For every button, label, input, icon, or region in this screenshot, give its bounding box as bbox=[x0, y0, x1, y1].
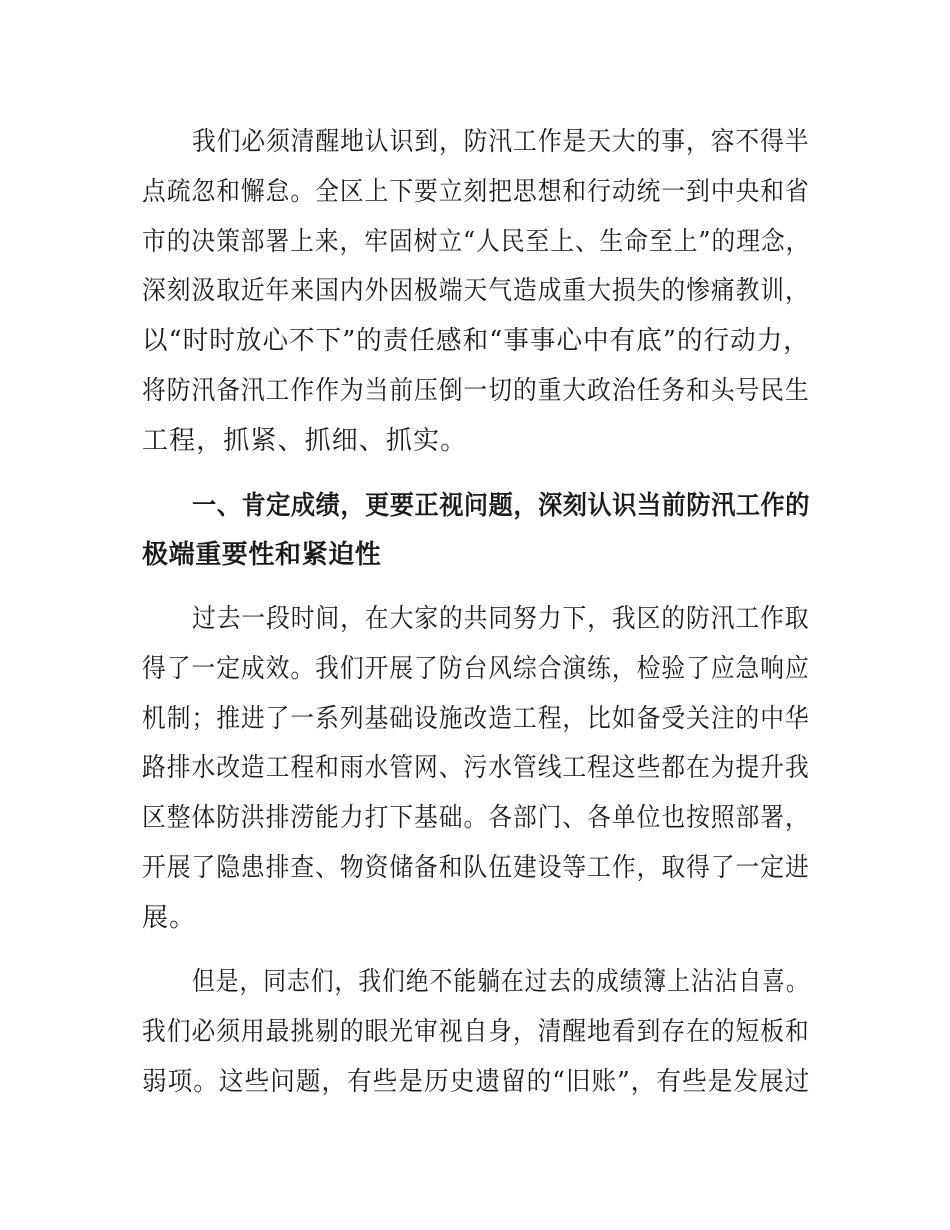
paragraph-line: 深刻汲取近年来国内外因极端天气造成重大损失的惨痛教训， bbox=[142, 276, 810, 306]
paragraph-line: 展。 bbox=[142, 903, 197, 933]
paragraph-line: 开展了隐患排查、物资储备和队伍建设等工作，取得了一定进 bbox=[142, 853, 810, 883]
paragraph-line: 路排水改造工程和雨水管网、污水管线工程这些都在为提升我 bbox=[142, 753, 810, 783]
paragraph-line: 弱项。这些问题，有些是历史遗留的“旧账”，有些是发展过 bbox=[142, 1067, 811, 1097]
paragraph-line: 区整体防洪排涝能力打下基础。各部门、各单位也按照部署， bbox=[142, 803, 810, 833]
paragraph-line: 但是，同志们，我们绝不能躺在过去的成绩簿上沾沾自喜。 bbox=[192, 967, 810, 997]
heading-line: 一、肯定成绩，更要正视问题，深刻认识当前防汛工作的 bbox=[192, 491, 810, 521]
paragraph-line: 我们必须用最挑剔的眼光审视自身，清醒地看到存在的短板和 bbox=[142, 1017, 810, 1047]
paragraph-line: 机制；推进了一系列基础设施改造工程，比如备受关注的中华 bbox=[142, 704, 810, 734]
paragraph-line: 以“时时放心不下”的责任感和“事事心中有底”的行动力， bbox=[142, 326, 810, 356]
paragraph-line: 市的决策部署上来，牢固树立“人民至上、生命至上”的理念， bbox=[142, 227, 811, 257]
paragraph-line: 工程，抓紧、抓细、抓实。 bbox=[142, 426, 468, 456]
paragraph-line: 将防汛备汛工作作为当前压倒一切的重大政治任务和头号民生 bbox=[142, 376, 810, 406]
paragraph-line: 得了一定成效。我们开展了防台风综合演练，检验了应急响应 bbox=[142, 654, 810, 684]
paragraph-line: 点疏忽和懈怠。全区上下要立刻把思想和行动统一到中央和省 bbox=[142, 177, 810, 207]
paragraph-line: 过去一段时间，在大家的共同努力下，我区的防汛工作取 bbox=[192, 604, 810, 634]
paragraph-line: 我们必须清醒地认识到，防汛工作是天大的事，容不得半 bbox=[192, 127, 810, 157]
heading-line: 极端重要性和紧迫性 bbox=[142, 540, 382, 570]
